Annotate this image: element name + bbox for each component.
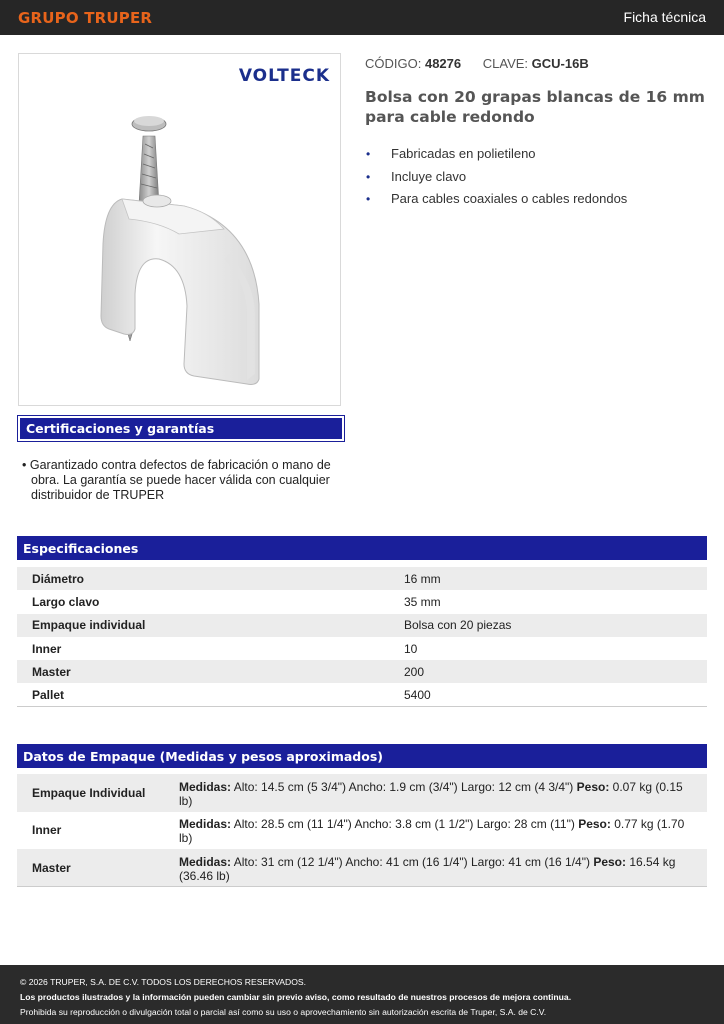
table-row: Pallet 5400 xyxy=(17,683,707,706)
bullet-icon: • xyxy=(366,192,371,206)
legal-text: Prohibida su reproducción o divulgación total o parcial así como su uso o aprovechamiento sin autorización escrita de Truper, S.A. de C.V. xyxy=(20,1007,547,1017)
header-bar xyxy=(0,0,724,35)
packaging-heading: Datos de Empaque (Medidas y pesos aproximados) xyxy=(17,744,707,768)
certifications-text: • Garantizado contra defectos de fabricación o mano de obra. La garantía se puede hacer válida con cualquier distribuidor de TRUPER xyxy=(22,458,331,502)
table-row: Inner Medidas: Alto: 28.5 cm (11 1/4") Ancho: 3.8 cm (1 1/2") Largo: 28 cm (11") Peso: 0.77 kg (1.70 lb) xyxy=(32,817,685,846)
copyright-text: © 2026 TRUPER, S.A. DE C.V. TODOS LOS DERECHOS RESERVADOS. xyxy=(20,977,307,987)
cable-clip-icon xyxy=(19,54,342,407)
table-row: Empaque Individual Medidas: Alto: 14.5 cm (5 3/4") Ancho: 1.9 cm (3/4") Largo: 12 cm (4 3/4") Peso: 0.07 kg (0.15 lb) xyxy=(17,774,707,812)
disclaimer-text: Los productos ilustrados y la información pueden cambiar sin previo aviso, como resultado de nuestros procesos de mejora continua. xyxy=(20,992,572,1002)
brand-logo[interactable]: GRUPO TRUPER xyxy=(18,9,153,27)
code-label: CÓDIGO: xyxy=(365,56,422,71)
key-label: CLAVE: xyxy=(482,56,529,71)
key-value: GCU-16B xyxy=(531,56,589,71)
feature-item: • Fabricadas en polietileno xyxy=(366,146,536,161)
specifications-table xyxy=(17,567,707,707)
table-row: Master 200 xyxy=(17,660,707,683)
product-title: Bolsa con 20 grapas blancas de 16 mm para cable redondo xyxy=(365,88,705,126)
bullet-icon: • xyxy=(366,169,371,184)
table-row: Diámetro 16 mm xyxy=(17,567,707,590)
bullet-icon: • xyxy=(366,147,371,161)
feature-item: • Incluye clavo xyxy=(366,168,467,184)
product-codes xyxy=(365,56,589,71)
certifications-heading: Certificaciones y garantías xyxy=(18,416,344,441)
packaging-table xyxy=(17,774,707,887)
specifications-heading: Especificaciones xyxy=(17,536,707,560)
code-value: 48276 xyxy=(424,56,462,71)
table-row: Empaque individual Bolsa con 20 piezas xyxy=(17,614,707,637)
product-image xyxy=(18,53,341,406)
table-row: Largo clavo 35 mm xyxy=(32,594,441,609)
feature-list xyxy=(365,146,627,214)
table-row: Inner 10 xyxy=(32,641,418,656)
volteck-logo: VOLTECK xyxy=(238,66,330,86)
feature-item: • Para cables coaxiales o cables redondos xyxy=(366,191,628,206)
document-type: Ficha técnica xyxy=(623,9,706,25)
footer xyxy=(0,965,724,1024)
table-row: Master Medidas: Alto: 31 cm (12 1/4") Ancho: 41 cm (16 1/4") Largo: 41 cm (16 1/4") Peso: 16.54 kg (36.46 lb) xyxy=(17,849,707,887)
